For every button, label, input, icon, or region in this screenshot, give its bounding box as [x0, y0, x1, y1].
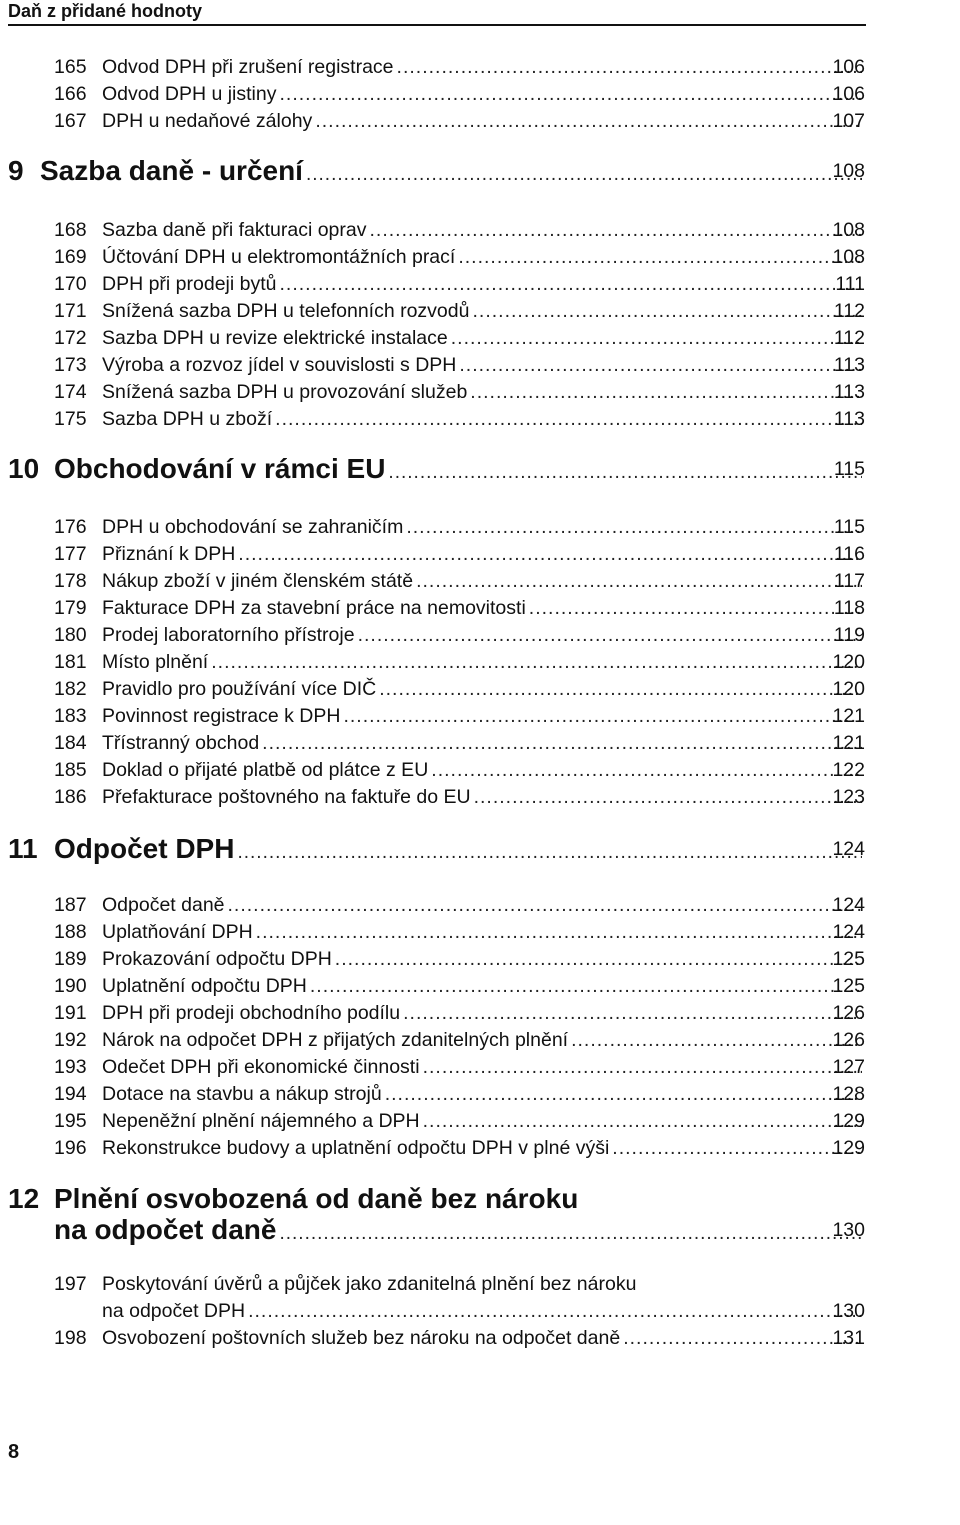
chapter-title: Sazba daně - určení [40, 155, 303, 186]
dot-leader [472, 299, 862, 323]
entry-title: DPH při prodeji obchodního podílu [102, 1002, 401, 1024]
entry-page: 117 [833, 570, 865, 592]
entry-page: 129 [832, 1137, 865, 1159]
entry-page: 106 [832, 83, 865, 105]
entry-number: 171 [54, 300, 87, 322]
entry-page: 111 [835, 273, 865, 295]
dot-leader [335, 947, 862, 971]
entry-number: 184 [54, 732, 87, 754]
entry-number: 172 [54, 327, 87, 349]
entry-page: 125 [832, 948, 865, 970]
entry-number: 182 [54, 678, 87, 700]
entry-page: 126 [832, 1029, 865, 1051]
entry-number: 168 [54, 219, 87, 241]
entry-number: 185 [54, 759, 87, 781]
dot-leader [397, 55, 862, 79]
entry-title: Odpočet daně [102, 894, 225, 916]
dot-leader [280, 272, 863, 296]
entry-title: Snížená sazba DPH u telefonních rozvodů [102, 300, 470, 322]
entry-page: 112 [833, 300, 865, 322]
entry-page: 113 [833, 408, 865, 430]
entry-title: Odvod DPH při zrušení registrace [102, 56, 394, 78]
entry-page: 129 [832, 1110, 865, 1132]
dot-leader [403, 1001, 862, 1025]
chapter-number: 10 [8, 453, 40, 484]
entry-page: 124 [832, 921, 865, 943]
entry-number: 181 [54, 651, 87, 673]
entry-page: 123 [832, 786, 865, 808]
dot-leader [474, 785, 862, 809]
dot-leader [370, 218, 863, 242]
dot-leader [571, 1028, 862, 1052]
entry-number: 167 [54, 110, 87, 132]
dot-leader [343, 704, 862, 728]
entry-title: Třístranný obchod [102, 732, 260, 754]
dot-leader [211, 650, 862, 674]
dot-leader [248, 1299, 862, 1323]
entry-title: DPH u nedaňové zálohy [102, 110, 313, 132]
chapter-title-line-2: na odpočet daně [54, 1214, 277, 1245]
entry-page: 106 [832, 56, 865, 78]
entry-title: Odečet DPH při ekonomické činnosti [102, 1056, 420, 1078]
entry-number: 193 [54, 1056, 87, 1078]
dot-leader [279, 82, 862, 106]
entry-number: 179 [54, 597, 87, 619]
entry-title: Uplatnění odpočtu DPH [102, 975, 307, 997]
dot-leader [310, 974, 862, 998]
entry-number: 197 [54, 1273, 87, 1295]
entry-page: 107 [832, 110, 865, 132]
entry-page: 126 [832, 1002, 865, 1024]
entry-number: 173 [54, 354, 87, 376]
chapter-number: 9 [8, 155, 24, 186]
entry-number: 166 [54, 83, 87, 105]
dot-leader [315, 109, 862, 133]
dot-leader [237, 836, 862, 870]
entry-number: 169 [54, 246, 87, 268]
chapter-title: Obchodování v rámci EU [54, 453, 386, 484]
entry-page: 124 [832, 894, 865, 916]
entry-title: Doklad o přijaté platbě od plátce z EU [102, 759, 429, 781]
chapter-page: 115 [833, 458, 865, 480]
chapter-page: 130 [832, 1219, 865, 1241]
entry-page: 108 [832, 219, 865, 241]
entry-page: 122 [832, 759, 865, 781]
dot-leader [228, 893, 862, 917]
entry-number: 174 [54, 381, 87, 403]
entry-number: 195 [54, 1110, 87, 1132]
entry-title: DPH při prodeji bytů [102, 273, 277, 295]
entry-title: Sazba DPH u revize elektrické instalace [102, 327, 448, 349]
chapter-page: 124 [832, 838, 865, 860]
entry-number: 196 [54, 1137, 87, 1159]
entry-title: Nepeněžní plnění nájemného a DPH [102, 1110, 420, 1132]
dot-leader [423, 1109, 862, 1133]
entry-title: Prodej laboratorního přístroje [102, 624, 355, 646]
chapter-title-line-1: Plnění osvobozená od daně bez nároku [54, 1183, 579, 1214]
dot-leader [256, 920, 862, 944]
entry-number: 187 [54, 894, 87, 916]
entry-page: 113 [833, 381, 865, 403]
entry-page: 120 [832, 651, 865, 673]
entry-number: 191 [54, 1002, 87, 1024]
entry-number: 165 [54, 56, 87, 78]
entry-title: Rekonstrukce budovy a uplatnění odpočtu DPH v plné výši [102, 1137, 610, 1159]
entry-page: 113 [833, 354, 865, 376]
entry-title: Uplatňování DPH [102, 921, 253, 943]
dot-leader [379, 677, 862, 701]
entry-title: Pravidlo pro používání více DIČ [102, 678, 377, 700]
entry-title: Prokazování odpočtu DPH [102, 948, 332, 970]
entry-number: 188 [54, 921, 87, 943]
entry-title-line-1: Poskytování úvěrů a půjček jako zdanitelná plnění bez nároku [102, 1273, 637, 1295]
entry-title: Sazba DPH u zboží [102, 408, 273, 430]
entry-number: 170 [54, 273, 87, 295]
entry-title: DPH u obchodování se zahraničím [102, 516, 404, 538]
running-title: Daň z přidané hodnoty [8, 1, 203, 21]
entry-number: 177 [54, 543, 87, 565]
dot-leader [529, 596, 862, 620]
chapter-title: Odpočet DPH [54, 833, 235, 864]
entry-page: 125 [832, 975, 865, 997]
entry-page: 115 [833, 516, 865, 538]
chapter-number: 11 [8, 833, 38, 864]
entry-title-line-2: na odpočet DPH [102, 1300, 246, 1322]
entry-title: Nákup zboží v jiném členském státě [102, 570, 414, 592]
dot-leader [358, 623, 862, 647]
entry-number: 192 [54, 1029, 87, 1051]
entry-number: 176 [54, 516, 87, 538]
entry-number: 198 [54, 1327, 87, 1349]
dot-leader [623, 1326, 862, 1350]
dot-leader [459, 353, 862, 377]
entry-number: 194 [54, 1083, 87, 1105]
entry-number: 190 [54, 975, 87, 997]
entry-title: Fakturace DPH za stavební práce na nemovitosti [102, 597, 526, 619]
entry-page: 131 [832, 1327, 865, 1349]
entry-number: 175 [54, 408, 87, 430]
entry-number: 180 [54, 624, 87, 646]
entry-title: Místo plnění [102, 651, 209, 673]
entry-page: 116 [833, 543, 865, 565]
entry-title: Osvobození poštovních služeb bez nároku na odpočet daně [102, 1327, 621, 1349]
entry-title: Povinnost registrace k DPH [102, 705, 341, 727]
chapter-number: 12 [8, 1183, 40, 1214]
dot-leader [458, 245, 862, 269]
entry-page: 112 [833, 327, 865, 349]
entry-title: Nárok na odpočet DPH z přijatých zdanitelných plnění [102, 1029, 569, 1051]
entry-title: Přefakturace poštovného na faktuře do EU [102, 786, 471, 808]
entry-page: 121 [832, 732, 865, 754]
chapter-page: 108 [832, 160, 865, 182]
entry-page: 130 [832, 1300, 865, 1322]
entry-number: 186 [54, 786, 87, 808]
page-number: 8 [8, 1441, 20, 1463]
entry-page: 128 [832, 1083, 865, 1105]
dot-leader [275, 407, 862, 431]
entry-page: 108 [832, 246, 865, 268]
dot-leader [279, 1217, 862, 1251]
entry-page: 121 [832, 705, 865, 727]
dot-leader [612, 1136, 862, 1160]
entry-title: Přiznání k DPH [102, 543, 236, 565]
entry-title: Výroba a rozvoz jídel v souvislosti s DPH [102, 354, 457, 376]
entry-page: 118 [833, 597, 865, 619]
dot-leader [306, 158, 862, 192]
dot-leader [431, 758, 862, 782]
entry-page: 119 [833, 624, 865, 646]
dot-leader [385, 1082, 862, 1106]
dot-leader [423, 1055, 862, 1079]
entry-title: Snížená sazba DPH u provozování služeb [102, 381, 468, 403]
dot-leader [388, 456, 862, 490]
dot-leader [406, 515, 862, 539]
entry-number: 189 [54, 948, 87, 970]
dot-leader [262, 731, 862, 755]
entry-title: Dotace na stavbu a nákup strojů [102, 1083, 382, 1105]
entry-title: Odvod DPH u jistiny [102, 83, 277, 105]
entry-title: Sazba daně při fakturaci oprav [102, 219, 367, 241]
entry-title: Účtování DPH u elektromontážních prací [102, 246, 456, 268]
dot-leader [416, 569, 862, 593]
dot-leader [238, 542, 862, 566]
entry-page: 127 [832, 1056, 865, 1078]
entry-number: 178 [54, 570, 87, 592]
dot-leader [470, 380, 862, 404]
dot-leader [451, 326, 862, 350]
entry-number: 183 [54, 705, 87, 727]
entry-page: 120 [832, 678, 865, 700]
